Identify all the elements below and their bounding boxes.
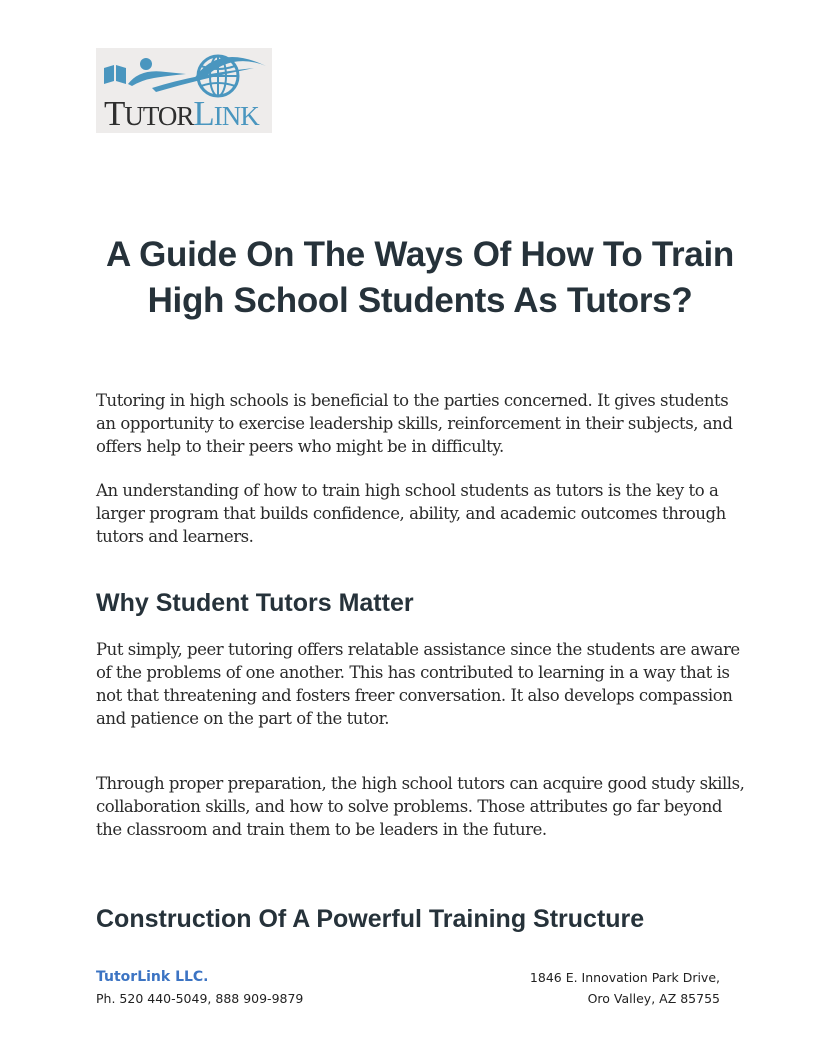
logo-wordmark <box>104 96 269 131</box>
footer-address-line-2: Oro Valley, AZ 85755 <box>587 991 720 1006</box>
book-right-page-icon <box>116 65 126 84</box>
footer-address-line-1: 1846 E. Innovation Park Drive, <box>529 970 720 985</box>
footer-phone: Ph. 520 440-5049, 888 909-9879 <box>96 991 304 1006</box>
section1-paragraph-1: Put simply, peer tutoring offers relatable assistance since the students are aware of the problems of one another. This has contributed to learning in a way that is not that threatening and fosters freer conversation. It also develops compassion and patience on the part of the tutor. <box>96 640 740 728</box>
page-title: A Guide On The Ways Of How To Train High School Students As Tutors? <box>106 235 734 320</box>
intro-paragraph-1: Tutoring in high schools is beneficial to the parties concerned. It gives students an opportunity to exercise leadership skills, reinforcement in their subjects, and offers help to their peers who might be in difficulty. <box>96 391 733 456</box>
book-left-page-icon <box>104 65 114 84</box>
footer-contact <box>96 967 303 1009</box>
logo-word-link: LINK <box>193 94 259 133</box>
intro-paragraph-2: An understanding of how to train high school students as tutors is the key to a larger program that builds confidence, ability, and academic outcomes through tutors and learners. <box>96 481 726 546</box>
footer-address <box>530 967 720 1009</box>
section-heading-why-tutors-matter: Why Student Tutors Matter <box>96 589 414 617</box>
person-head-icon <box>140 58 152 70</box>
logo-word-tutor: TUTOR <box>104 94 194 133</box>
section-heading-training-structure: Construction Of A Powerful Training Structure <box>96 905 645 933</box>
footer-company-name: TutorLink LLC. <box>96 969 209 985</box>
section1-paragraph-2: Through proper preparation, the high school tutors can acquire good study skills, collaboration skills, and how to solve problems. Those attributes go far beyond the classroom and train them to be leaders in the future. <box>96 774 745 839</box>
tutorlink-logo <box>96 48 272 133</box>
